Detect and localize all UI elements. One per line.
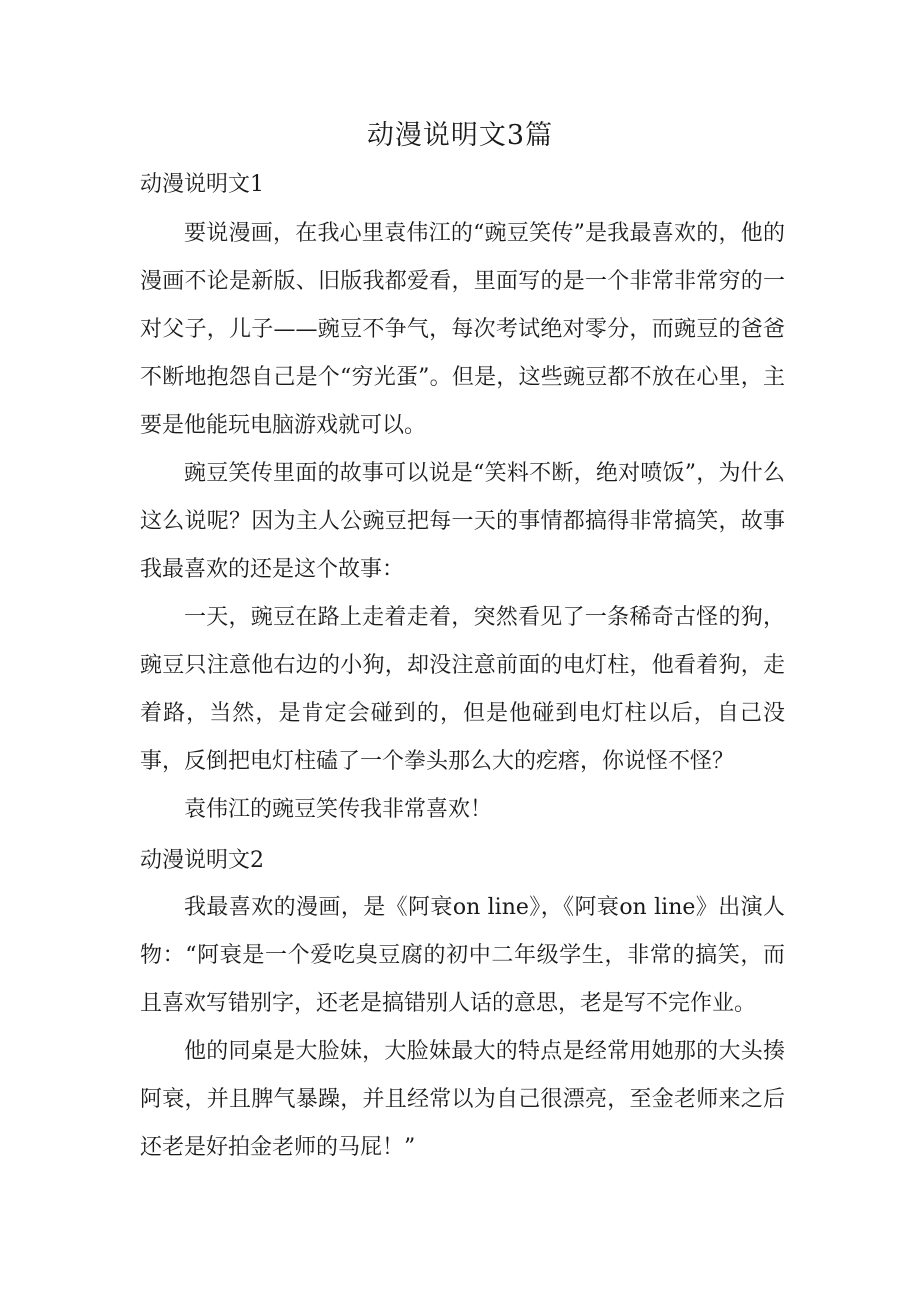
paragraph-1-3: 一天，豌豆在路上走着走着，突然看见了一条稀奇古怪的狗，豌豆只注意他右边的小狗，却没注意前面的电灯柱，他看着狗，走着路，当然，是肯定会碰到的，但是他碰到电灯柱以后，自己没事，反倒把电灯柱磕了一个拳头那么大的疙瘩，你说怪不怪？ [140, 605, 785, 774]
paragraph-2-2: 他的同桌是大脸妹，大脸妹最大的特点是经常用她那的大头揍阿衰，并且脾气暴躁，并且经常以为自己很漂亮，至金老师来之后还老是好拍金老师的马屁！” [140, 1039, 785, 1160]
section-heading-2: 动漫说明文2 [140, 848, 264, 873]
paragraph-1-1: 要说漫画，在我心里袁伟江的“豌豆笑传”是我最喜欢的，他的漫画不论是新版、旧版我都爱看，里面写的是一个非常非常穷的一对父子，儿子——豌豆不争气，每次考试绝对零分，而豌豆的爸爸不断地抱怨自己是个“穷光蛋”。但是，这些豌豆都不放在心里，主要是他能玩电脑游戏就可以。 [140, 221, 785, 438]
paragraph-1-2: 豌豆笑传里面的故事可以说是“笑料不断，绝对喷饭”，为什么这么说呢？因为主人公豌豆把每一天的事情都搞得非常搞笑，故事我最喜欢的还是这个故事： [140, 461, 785, 582]
paragraph-1-4: 袁伟江的豌豆笑传我非常喜欢！ [184, 797, 493, 822]
paragraph-2-1: 我最喜欢的漫画，是《阿衰on line》，《阿衰on line》出演人物：“阿衰是一个爱吃臭豆腐的初中二年级学生，非常的搞笑，而且喜欢写错别字，还老是搞错别人话的意思，老是写不完作业。 [140, 895, 785, 1016]
document-title: 动漫说明文3篇 [366, 120, 554, 151]
section-heading-1: 动漫说明文1 [140, 172, 264, 197]
